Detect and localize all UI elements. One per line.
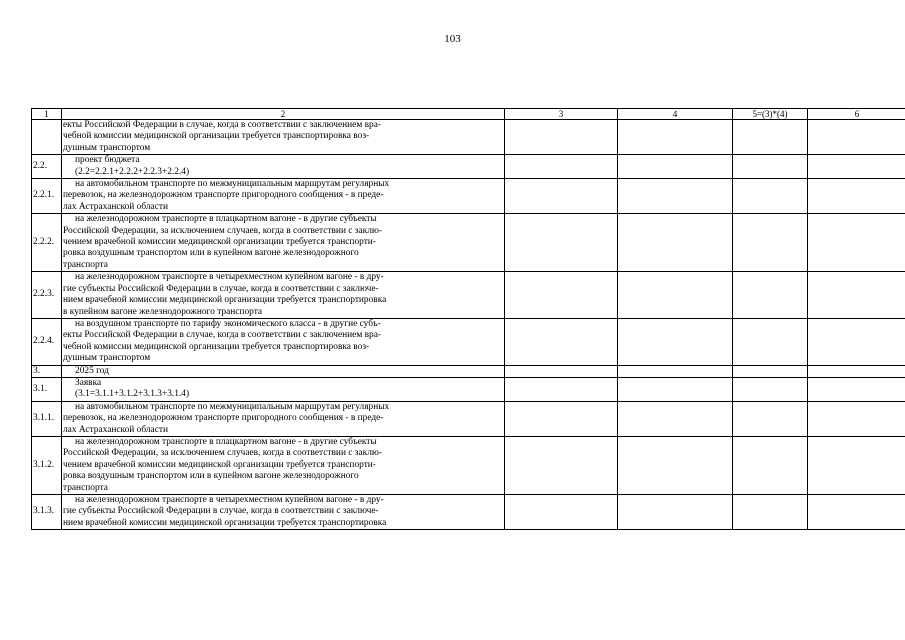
- value-cell-col-6: [808, 377, 905, 401]
- description-line: гие субъекты Российской Федерации в случае, когда в соответствии с заключе-: [63, 283, 379, 294]
- value-cell-col-5: [733, 495, 808, 530]
- column-header-1: 1: [32, 109, 62, 120]
- description-line: перевозок, на железнодорожном транспорте пригородного сообщения - в преде-: [63, 190, 384, 201]
- description-line: на железнодорожном транспорте в четырехместном купейном вагоне - в дру-: [75, 495, 384, 505]
- column-header-2: 2: [62, 109, 505, 120]
- table-row: [32, 318, 905, 365]
- row-number: 2.2.2.: [32, 214, 62, 272]
- value-cell-col-3: [505, 272, 618, 319]
- row-description: [62, 120, 505, 155]
- row-number: 3.1.: [32, 377, 62, 401]
- table-row: [32, 495, 905, 530]
- description-line: (2.2=2.2.1+2.2.2+2.2.3+2.2.4): [75, 166, 190, 177]
- value-cell-col-5: [733, 272, 808, 319]
- value-cell-col-4: [618, 155, 733, 179]
- description-line: нием врачебной комиссии медицинской организации требуется транспортировка: [63, 517, 387, 528]
- row-description: [62, 365, 505, 377]
- value-cell-col-5: [733, 179, 808, 214]
- value-cell-col-6: [808, 436, 905, 494]
- row-description: [62, 401, 505, 436]
- row-number: 3.1.1.: [32, 401, 62, 436]
- description-line: екты Российской Федерации в случае, когда в соответствии с заключением вра-: [63, 330, 382, 341]
- value-cell-col-5: [733, 155, 808, 179]
- table-row: [32, 214, 905, 272]
- description-line: гие субъекты Российской Федерации в случае, когда в соответствии с заключе-: [63, 506, 379, 517]
- description-line: транспорта: [63, 259, 108, 270]
- value-cell-col-6: [808, 272, 905, 319]
- value-cell-col-3: [505, 318, 618, 365]
- value-cell-col-4: [618, 120, 733, 155]
- row-number: 2.2.: [32, 155, 62, 179]
- description-line: на автомобильном транспорте по межмуниципальным маршрутам регулярных: [75, 401, 390, 412]
- value-cell-col-5: [733, 120, 808, 155]
- page-number: 103: [444, 33, 461, 45]
- row-number: 3.1.2.: [32, 436, 62, 494]
- description-line: на железнодорожном транспорте в плацкартном вагоне - в другие субъекты: [75, 436, 377, 447]
- description-line: (3.1=3.1.1+3.1.2+3.1.3+3.1.4): [75, 389, 190, 400]
- table-body: [32, 109, 905, 530]
- row-description: [62, 377, 505, 401]
- row-number: 2.2.4.: [32, 318, 62, 365]
- description-line: лах Астраханской области: [63, 201, 168, 212]
- value-cell-col-3: [505, 155, 618, 179]
- column-header-6: 6: [808, 109, 905, 120]
- value-cell-col-3: [505, 436, 618, 494]
- description-line: Российской Федерации, за исключением случаев, когда в соответствии с заклю-: [63, 448, 383, 459]
- value-cell-col-4: [618, 377, 733, 401]
- value-cell-col-4: [618, 495, 733, 530]
- column-header-3: 3: [505, 109, 618, 120]
- description-line: нием врачебной комиссии медицинской организации требуется транспортировка: [63, 295, 387, 306]
- table-row: [32, 272, 905, 319]
- value-cell-col-6: [808, 120, 905, 155]
- value-cell-col-6: [808, 155, 905, 179]
- table-row: [32, 155, 905, 179]
- description-line: чением врачебной комиссии медицинской организации требуется транспорти-: [63, 237, 376, 248]
- value-cell-col-4: [618, 401, 733, 436]
- row-description: [62, 155, 505, 179]
- description-line: чебной комиссии медицинской организации требуется транспортировка воз-: [63, 131, 370, 142]
- table-row: [32, 377, 905, 401]
- value-cell-col-3: [505, 401, 618, 436]
- table-header-row: [32, 109, 905, 120]
- table-row: [32, 120, 905, 155]
- value-cell-col-6: [808, 401, 905, 436]
- value-cell-col-5: [733, 401, 808, 436]
- description-line: в купейном вагоне железнодорожного транспорта: [63, 306, 263, 317]
- value-cell-col-6: [808, 214, 905, 272]
- table-row: [32, 401, 905, 436]
- value-cell-col-5: [733, 365, 808, 377]
- value-cell-col-4: [618, 272, 733, 319]
- row-number: 3.: [32, 365, 62, 377]
- value-cell-col-4: [618, 318, 733, 365]
- row-description: [62, 495, 505, 530]
- description-line: перевозок, на железнодорожном транспорте пригородного сообщения - в преде-: [63, 413, 384, 424]
- value-cell-col-4: [618, 179, 733, 214]
- value-cell-col-4: [618, 365, 733, 377]
- column-header-4: 4: [618, 109, 733, 120]
- value-cell-col-6: [808, 495, 905, 530]
- value-cell-col-3: [505, 214, 618, 272]
- row-number: 2.2.1.: [32, 179, 62, 214]
- description-line: транспорта: [63, 482, 108, 493]
- row-description: [62, 436, 505, 494]
- description-line: 2025 год: [75, 365, 109, 376]
- description-line: екты Российской Федерации в случае, когда в соответствии с заключением вра-: [63, 120, 382, 130]
- row-number: [32, 120, 62, 155]
- description-line: Заявка: [75, 377, 102, 388]
- description-line: чением врачебной комиссии медицинской организации требуется транспорти-: [63, 459, 376, 470]
- row-description: [62, 318, 505, 365]
- table-row: [32, 179, 905, 214]
- description-line: чебной комиссии медицинской организации требуется транспортировка воз-: [63, 341, 370, 352]
- description-line: на железнодорожном транспорте в четырехместном купейном вагоне - в дру-: [75, 272, 384, 283]
- value-cell-col-3: [505, 120, 618, 155]
- column-header-5: 5=(3)*(4): [733, 109, 808, 120]
- row-number: 3.1.3.: [32, 495, 62, 530]
- description-line: душным транспортом: [63, 142, 151, 153]
- description-line: на воздушном транспорте по тарифу экономического класса - в другие субъ-: [75, 318, 381, 329]
- value-cell-col-6: [808, 318, 905, 365]
- table-row: [32, 365, 905, 377]
- budget-table: [31, 108, 905, 530]
- value-cell-col-5: [733, 214, 808, 272]
- value-cell-col-4: [618, 214, 733, 272]
- value-cell-col-3: [505, 179, 618, 214]
- description-line: лах Астраханской области: [63, 424, 168, 435]
- description-line: ровка воздушным транспортом или в купейном вагоне железнодорожного: [63, 248, 359, 259]
- row-description: [62, 179, 505, 214]
- description-line: душным транспортом: [63, 353, 151, 364]
- row-description: [62, 272, 505, 319]
- value-cell-col-3: [505, 495, 618, 530]
- value-cell-col-5: [733, 318, 808, 365]
- table-row: [32, 436, 905, 494]
- description-line: проект бюджета: [75, 155, 140, 166]
- description-line: на железнодорожном транспорте в плацкартном вагоне - в другие субъекты: [75, 214, 377, 225]
- value-cell-col-6: [808, 365, 905, 377]
- value-cell-col-5: [733, 377, 808, 401]
- value-cell-col-5: [733, 436, 808, 494]
- description-line: ровка воздушным транспортом или в купейном вагоне железнодорожного: [63, 471, 359, 482]
- value-cell-col-3: [505, 377, 618, 401]
- value-cell-col-3: [505, 365, 618, 377]
- row-description: [62, 214, 505, 272]
- description-line: на автомобильном транспорте по межмуниципальным маршрутам регулярных: [75, 179, 390, 190]
- row-number: 2.2.3.: [32, 272, 62, 319]
- description-line: Российской Федерации, за исключением случаев, когда в соответствии с заклю-: [63, 225, 383, 236]
- value-cell-col-6: [808, 179, 905, 214]
- value-cell-col-4: [618, 436, 733, 494]
